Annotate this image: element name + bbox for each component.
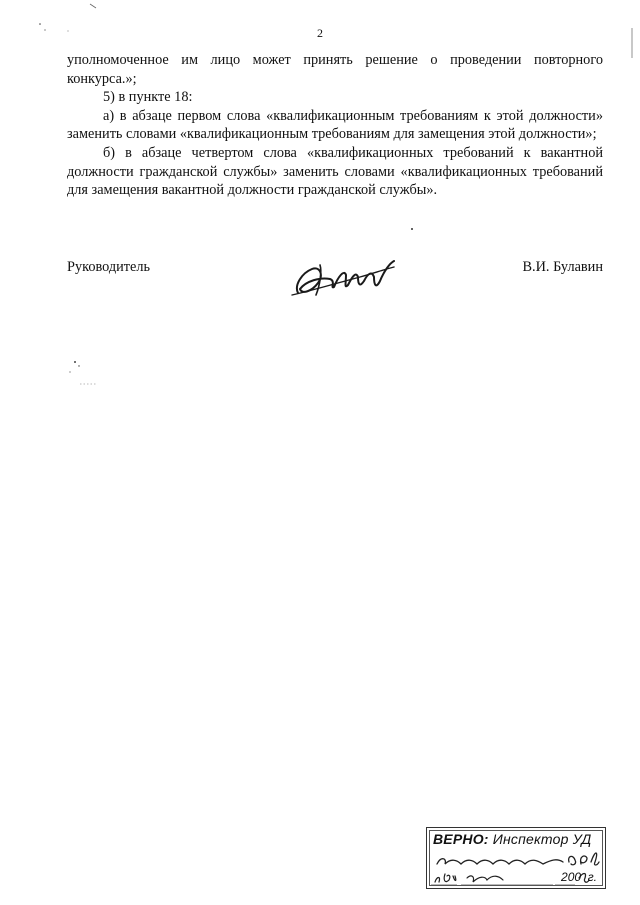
- stamp-position: Инспектор УД: [492, 831, 592, 847]
- document-body: [67, 51, 603, 200]
- stamp-year-suffix: г.: [587, 870, 597, 884]
- stamp-title: [433, 831, 591, 847]
- stamp-year-prefix: 200: [561, 870, 582, 884]
- paragraph-continuation: уполномоченное им лицо может принять решение о проведении повторного конкурса.»;: [67, 52, 603, 87]
- signer-name: В.И. Булавин: [522, 259, 603, 275]
- signer-title: Руководитель: [67, 259, 151, 275]
- handwritten-signature: [290, 255, 398, 301]
- paragraph-subitem-a: а) в абзаце первом слова «квалификационным требованиям к этой должности» заменить словами «квалификационным требованиям для замещения этой должности»;: [67, 107, 603, 143]
- page-number: 2: [317, 26, 323, 40]
- stamp-year: [561, 870, 597, 884]
- stamp-handwriting: [427, 828, 605, 888]
- paragraph-subitem-b: б) в абзаце четвертом слова «квалификационных требований к вакантной должности гражданской службы» заменить словами «квалификационных требований для замещения вакантной должности гражданской службы».: [67, 144, 603, 199]
- certification-stamp: [426, 827, 606, 889]
- stamp-verno: ВЕРНО:: [433, 831, 489, 847]
- paragraph-item-5: 5) в пункте 18:: [103, 89, 193, 106]
